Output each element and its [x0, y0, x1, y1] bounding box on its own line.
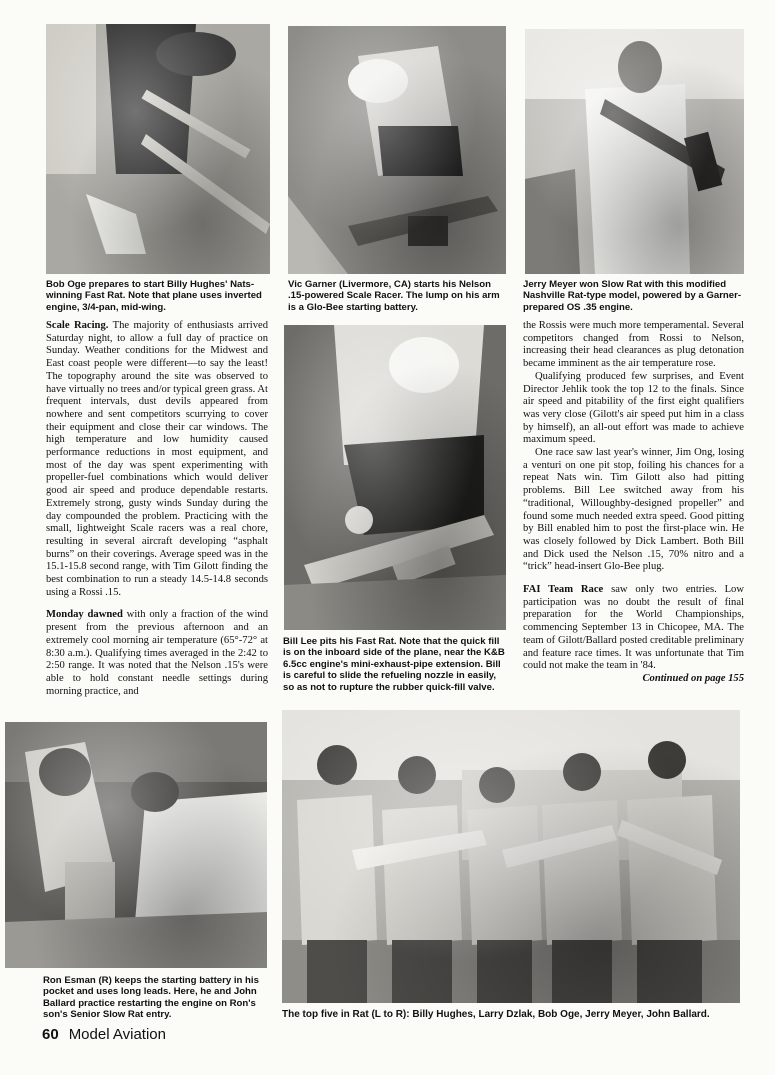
page-number: 60 [42, 1026, 59, 1043]
text-fai-team-race: saw only two entries. Low participation was no doubt the result of final preparation for the World Championships, commencing September 13 in Chicopee, MA. The team of Gilott/Ballard posted creditable preliminary and feature race times. It was unfortunate that Tim could not make the team in '84. [523, 584, 744, 672]
text-scale-racing: The majority of enthusiasts arrived Saturday night, to allow a full day of practice on Sunday. Weather conditions for the Midwest and East coast people were different—to say the least! The topography around the site was observed to have virtually no trees and/or typical green grass. At frequent intervals, dust devils appeared from nowhere and sent competitors scurrying to cover their equipment and close their car windows. The high temperature and low humidity caused performance reductions in most equipment, and most of the day was spent experimenting with propeller-fuel combinations which would deliver good air speed and produce dependable restarts. Extremely strong, gusty winds Sunday during the day compounded the problem. Practicing with the small, lightweight Scale racers was a real chore, resulting in several aircraft developing “asphalt burns” on their coverings. Average speed was in the 15.1-15.8 second range, with Tim Gilott finding the best combination to run a steady 14.5-14.8 seconds using a Rossi .15. [46, 320, 268, 598]
text-monday: with only a fraction of the wind present from the previous afternoon and an extremely cool morning air temperature (65°-72° at 8:30 a.m.). Qualifying times averaged in the 2:42 to 2:50 range. It was noted that the Nelson .15's were able to hold constant needle settings during morning practice, and [46, 609, 268, 697]
photo-jerry-meyer-slow-rat [525, 29, 744, 274]
paragraph-fai-team-race [523, 584, 744, 673]
paragraph-scale-racing [46, 320, 268, 599]
paragraph-one-race: One race saw last year's winner, Jim Ong, losing a venturi on one pit stop, foiling his chances for a repeat Nats win. Tim Gilott also had pitting problems. Bill Lee switched away from his “traditional, Willoughby-designed propeller” and found some much needed extra speed. Good pitting by Bill enabled him to post the first-place win. He was closely followed by Dick Lambert. Both Bill and Dick used the Nelson .15, 70% nitro and a “trick” head-insert Glo-Bee plug. [523, 447, 744, 573]
lead-monday-dawned: Monday dawned [46, 609, 123, 621]
caption-photo4: Bill Lee pits his Fast Rat. Note that the quick fill is on the inboard side of the plane, near the K&B 6.5cc engine's mini-exhaust-pipe extension. Bill is careful to slide the refueling nozzle in easily, so as not to rupture the rubber quick-fill valve. [283, 636, 505, 693]
heading-fai-team-race: FAI Team Race [523, 584, 604, 596]
caption-photo2: Vic Garner (Livermore, CA) starts his Nelson .15-powered Scale Racer. The lump on his arm is a Glo-Bee starting battery. [288, 279, 500, 313]
heading-scale-racing: Scale Racing. [46, 320, 109, 331]
caption-photo3: Jerry Meyer won Slow Rat with this modified Nashville Rat-type model, powered by a Garner-prepared OS .35 engine. [523, 279, 742, 313]
photo-ron-esman-battery [5, 722, 267, 968]
paragraph-monday [46, 609, 268, 698]
photo-top-five-rat [282, 710, 740, 1003]
paragraph-qualifying: Qualifying produced few surprises, and Event Director Jehlik took the top 12 to the finals. Since air speed and pitability of the first eight qualifiers was very close (Gilott's air speed put him in a class by himself), an all-out effort was made to achieve maximum speed. [523, 370, 744, 446]
article-right-column [523, 320, 744, 686]
continued-link[interactable]: Continued on page 155 [642, 672, 744, 684]
photo-vic-garner-scale-racer [288, 26, 506, 274]
caption-photo1: Bob Oge prepares to start Billy Hughes' Nats-winning Fast Rat. Note that plane uses inverted engine, 3/4-pan, mid-wing. [46, 279, 262, 313]
caption-photo6: The top five in Rat (L to R): Billy Hughes, Larry Dzlak, Bob Oge, Jerry Meyer, John Ballard. [282, 1009, 710, 1020]
page-footer [42, 1026, 166, 1043]
caption-photo5: Ron Esman (R) keeps the starting battery in his pocket and uses long leads. Here, he and John Ballard practice restarting the engine on Ron's son's Senior Slow Rat entry. [43, 975, 259, 1021]
magazine-title: Model Aviation [68, 1026, 166, 1043]
photo-bill-lee-pit [284, 325, 506, 630]
article-left-column [46, 320, 268, 698]
paragraph-rossis: the Rossis were much more temperamental. Several competitors changed from Rossi to Nelson, increasing their head clearances as plug detonation became imminent as the air temperature rose. [523, 320, 744, 370]
photo-bob-oge-fast-rat [46, 24, 270, 274]
